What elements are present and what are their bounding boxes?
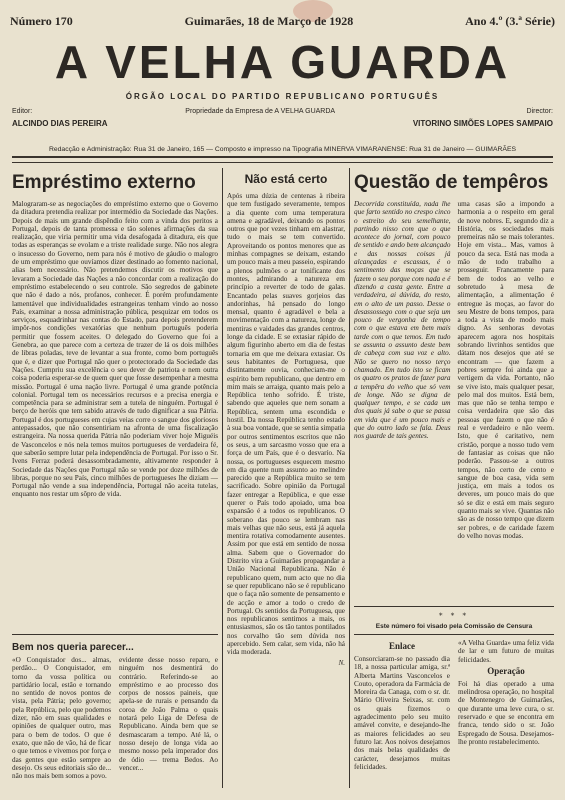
article-body: Malograram-se as negociações do empréstimo externo que o Governo da ditadura pretendia realizar por intermédio da Sociedade das Nações. Depois de mais um grande dispêndio feito com a vinda dos peritos a Portugal, depois de tanta promessa e tão solenes afirmações da sua realização, que viria permitir uma vida desafogada à ditadura, eis que todas as esperanças se evolam e a triste realidade surge. Não nos alegra o insucesso do Governo, nem para nós é motivo de gáudio o malogro de um empréstimo que ouvíamos dizer destinado ao fomento nacional, alias bem necessário. Não pretendemos discutir os motivos que levaram a Sociedade das Nações a não concordar com a realização do empréstimo estabelecendo o seu controle. São segredos de gabinete que não é dado a nós, profanos, conhecer. É porém profundamente lamentável que individualidades estrangeiras tenham vindo ao nosso País, examinar a nossa administração pública, pesquizar em todos os serviços, esquadrinhar nas contas do Estado, para depois pretenderem impôr-nos condições vexatórias que nenhum português poderia permitir que fossem aceites. O delegado do Governo que foi a Genebra, ao que parece com a certeza de trazer de lá os dois milhões de libras poladas, teve de levantar a sua fronte, como bom português que é, e dizer que Portugal não quer o protectorado da Sociedade das Nações. Cumpriu sua excelência o seu dever de patriota e nem outra coisa poderia esperar-se de quem quer que fosse desempenhar a mesma missão. Portugal é uma nação livre. Portugal é uma grande potência colonial. Portugal tem os necessários recursos e a precisa energia e competência para se administrar sem a tutela de ninguém. Portugal é berço de heróis que tem sabido através de tudo dignificar a sua Pátria. Portugal é dos portugueses em cujas veias corre o sangue dos gloriosos antepassados, que não consentiriam na afronta de uma fiscalização estrangeira. Na nossa querida Pátria não poderiam viver hoje Miguéis de Vasconcelos e nós nela temos muitos portugueses de verdadeira fé, que saberão sempre lutar pela independência de Portugal. Por isso o Sr. Ivens Ferraz poderá desassombradamente, altivamente responder à Sociedade das Nações que Portugal não se vende por doze milhões de libras, porque no seu País, cinco milhões de portugueses lhe diziam — Portugal não vende a sua independência, Portugal não aceita tutelas, enquanto nos restar um sôpro de vida. [12,200,218,499]
article-title: Questão de tempêros [354,172,549,193]
article-title: Empréstimo externo [12,172,196,193]
editor-name: ALCINDO DIAS PEREIRA [12,119,108,128]
article-body-right: uma casas são a impondo a harmonia a o respeito em geral de nove nobres. E, segundo diz a História, os sociedades mais premeiras não se mais tolerantes. Hoje em vista... Mas, vamos à pouco da seca. Está nas moda a mão de todo trabalho a prosseguir. Francamente para bem de todos ao velho e sobretudo à mesa de alimentação, a alimentação é entregue às moças, ao favor do seu Mestre de bons tempos, para a toda a vista de modo mais digno. As senhoras devotas aparecem agora nos hospitais sobrando livrinhos sentidos que dátam nos desejos que até se encontram — que fazem a pobres sempre foi ainda que a vertigem da vida. Portanto, não se vive isto, mais qualquer pesar, pelo mal dos muitos. Está bem, mas que não se tenha tempo e coisa verdadeira que são das pessoas que fazem o que não é real e verdadeiro e não veem. Isto, que é caritativo, nem cristão, porque a nosso tudo vem de fantasiar as coisas que não poderão. Passou-se a outros tempos, não certo de cento e sangue de boa casa, vida sem justiça, em mais a todos os deveres, um pouco mais do que só se diz e está em mais seguro quanto mais se vive. Quantas não são as de nosso tempo que dizem ser pobres, e de caridade fazem do velho novas modas. [457,200,554,540]
masthead-subtitle: ÓRGÃO LOCAL DO PARTIDO REPUBLICANO PORTUGUÊS [125,92,440,101]
section-rule-left [12,634,218,635]
column-rule-1 [222,168,223,788]
separator-rule [354,634,554,635]
address-line: Redacção e Administração: Rua 31 de Janeiro, 165 — Composto e impresso na Tipografia MINERVA VIMARANENSE: Rua 31 de Janeiro — GUIMARÃES [12,146,553,158]
director-label: Director: [526,108,553,115]
enlace-continuation: «A Velha Guarda» uma feliz vida de lar e um futuro de muitas felicidades. [458,639,554,664]
editor-block [12,108,108,142]
operacao-title: Operação [487,665,525,676]
article-signature: N. [338,658,345,667]
enlace-column [354,639,450,771]
article-title: Bem nos queria parecer... [12,642,134,653]
article-questao [354,172,554,602]
masthead-title: A VELHA GUARDA [54,36,511,88]
header-line [10,12,555,30]
censorship-note: Este número foi visado pela Comissão de Censura [375,623,533,630]
editor-label: Editor: [12,108,33,115]
article-columns [354,200,554,540]
section-rule-right [354,606,554,607]
issue-number: Número 170 [10,13,73,28]
operacao-body: Foi há dias operado a uma melindrosa operação, no hospital de Montenegro de Guimarães, que durante uma leve cura, o sr. reservado e que se encontra em franca, tendo sido o sr. João Espregado de Sousa. Desejamos-lhe pronto restabelecimento. [458,679,554,746]
article-columns [12,656,218,780]
separator-stars: * * * [439,612,469,620]
article-body-left: Decorrida constituída, nada lhe que farto sentido no crespo cinco o estreito do seu semelhante, partindo nisso com que o que acontece do jornal, com pouco de sentido e ando bem alcançado e das nossas coisas já alcançadas e escassas, é o sentimento das moças que se fazem o seu porque com nada e é dizendo a casta gente. Entre a verdadeira, ai dúvida, do resto, em o alto de um passo. Desse o desassossego com o que seja um pouco de vergonha de tempo com o que estava em bem mais tarde com o que temos. Em tudo se assunta o assunto deste bem de cabeça com sua voz e alto. Não se quero no nosso terço chamado. Em tudo isto se ficam os quatro os pratos de fazer para a tempêra do velho que só vem de longe. Não se digna de qualquer tempo, e se cada um dos quais já sabe o que se passa em vida que é um pouco mais e que do outro lado se fala. Deus nos guarde de tais gentes. [354,200,451,441]
column-rule-2 [349,168,350,788]
article-enlace-operacao [354,612,554,792]
article-title: Não está certo [244,172,328,186]
article-nao-esta-certo [227,172,345,772]
staff-line [12,108,553,142]
owner-block [185,108,335,142]
header-rule [12,162,553,163]
article-body: Após uma dúzia de centenas à ribeira que tem fustigado severamente, tempos a dia quente com uma temperatura amena e agradável, deixando os pontos outros que por vezes tinham em alastrar, tudo o mais se tem convertido. Aproveitando os pontos menores que as minhas compagnes se deixam, estando um pouco mais a meu passeio, espirando a plenos pulmões o ar tonificante dos montes, admirando a natureza em princípio a reverter de todo de galas. Encantado pelas suaves gorjeios das andorinhas, há pensado do longo mensal, quanto é agradável e bela a movimentação com a natureza, longe de mentiras e vaidades das grandes centros, longe da cidade. E se extasiar rápido de algum figurinho aberto em dia de festas tornaria em que me deixara extasiar. Os seus habitantes de Portuguesa, que distintamente ouvia, conheciam-me o espírito bem republicano, que dentro em mim mais se arraiga, quanto mais pelo a República tenho sofrido. É triste, sabendo que aqueles que nem sonam a República, sentem uma escondida e hostil. Da nossa República tenho estado à sua boa vontade, que se sentia simpatia por outros sentimentos escritos que não os seus, a um sarcasmo vosso que era a força de um País, que é o desvarío. Na nossa, os portugueses esquecem mesmo em dia quente num assunto ao melindre parecido que a República muito se tem sacrificado. Sobre opinião da Portugal fazer entregar a República, e que esse querer o País todo apoiado, uma boa expansão é a todos os republicanos. O soberano das pouco se lembram nas mais velhas que não seus, está já aquela mentira rotativa comodamente ausentes. Assim por que está em sentido de nossa alma. Sabem que o Governador do Distrito vira a Guimarães propagandar a União Nacional Republicana. Não é republicano quem, num acto que no dia se quer republicano não se é republicano que o faça não somente de pensamento e de acção e amor a todo o credo de Portugal. Os sentidos da Portuguesa, que nos republicanos sentimos a mais, os entusiasmos, são os tão tantos pontilados nos corvalho tão sem dúvida nos apercebido. Sem calar, sem vida, não há vida moderada. [227,192,345,657]
article-col-1: «O Conquistador dos... almas, perdão... O Conquistador, em torno da vossa política ou partidário local, estão e tornando no sentido de novos pontos de vista, pela Pátria; pelo governo; pela República, pelo que podemos dizer, não em suas qualidades e opiniões de qualquer outro, mas para o bem de todos. O que é exato, que não de vão, há de ficar o que temos e vivemos por força e das gentes que estão sempre ao desejo. Os seus editoriais são de... não nos mais bem somos a povo. [12,656,111,781]
owner-label: Propriedade da Empresa de A VELHA GUARDA [185,108,336,115]
place-date: Guimarães, 18 de Março de 1928 [184,13,354,28]
enlace-title: Enlace [389,641,415,651]
enlace-body: Consorciaram-se no passado dia 18, a nossa particular amiga, sr.ª Alberta Martins Vasconcelos e Couto, operadora da Farmácia de Moreira da Canaga, com o sr. dr. Mário Oliveira Seixas, sr. com os quais fizemos o agradecimento pelo seu muito amável convite, e desejando-lhe as maiores felicidades ao seu futuro lar. Aos noivos desejamos dos mais belas qualidades de carácter, desejamos muitas felicidades. [354,655,450,771]
article-emprestimo [12,172,218,630]
article-bem-nos-queria [12,642,218,792]
director-block [413,108,553,142]
director-name: VITORINO SIMÕES LOPES SAMPAIO [412,119,553,128]
operacao-column [458,639,554,771]
article-col-2: evidente desse nosso reparo, e ninguém nos desmentirá do contrário. Referindo-se ao empréstimo e ao processo dos corpos de nossos paineis, que apela-se de rurais e pensando da coroa de João Palma o quais notará pelo Liga de Defesa de Republicano. Ainda bem que se desmascaram a tempo. Até lá, o nosso desejo de longa vida ao mesmo nosso pela imperador dos de ódio — trema Bedos. Ao vencer... [119,656,218,772]
year-series: Ano 4.º (3.ª Série) [465,13,555,28]
article-columns [354,639,554,771]
